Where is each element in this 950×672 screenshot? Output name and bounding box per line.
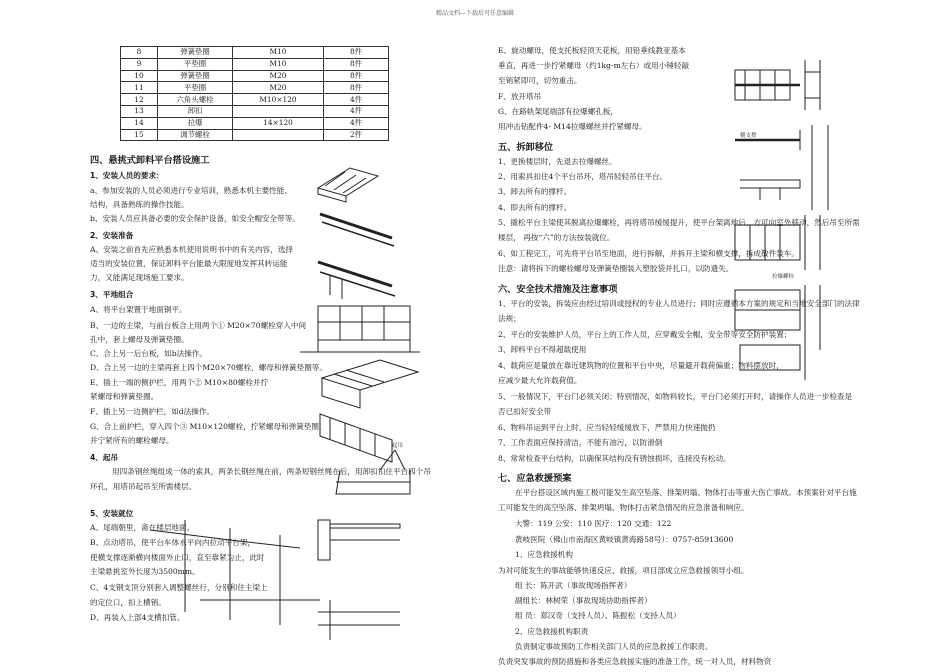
table-cell-name: 弹簧垫圈 [158,47,233,59]
text-line: 紧螺母和弹簧垫圈。 [90,392,159,401]
table-cell-qty: 8件 [324,47,389,59]
text-line: B、点动塔吊，使平台车体水平向内拉动平台架， [90,538,256,547]
emergency-phone-line: 大警：119 公安：110 医疗：120 交通：122 [515,519,672,528]
text-line: B、一边的主梁，与前台板合上用两个① M20×70螺栓穿入中间 [90,321,307,330]
table-cell-no: 15 [121,129,158,141]
text-line: 否已扣好安全带 [498,407,552,416]
table-cell-qty: 2件 [324,129,389,141]
table-cell-no: 13 [121,105,158,117]
table-cell-spec: M10×120 [233,94,324,106]
text-line: 4、载荷应是量放在靠近建筑物的位置和平台中央，尽量避开载荷偏重；物料摆放时， [498,361,784,370]
table-cell-spec: M10 [233,58,324,70]
text-line: 3、卸料平台不得超载使用 [498,345,587,354]
text-line: E、插上一端的侧护栏，用两个② M10×80螺栓并拧 [90,378,269,387]
section-4-title: 四、悬挑式卸料平台搭设施工 [90,155,210,166]
table-cell-no: 10 [121,70,158,82]
member-line: 组 员：郑汉奇（支持人员）、陈振松（支持人员） [515,611,681,620]
text-line: 为对可能发生的事故能够快速反应、救援，项目部成立应急救援领导小组。 [498,566,749,575]
text-line: F、插上另一边侧护栏，如d法操作。 [90,407,215,416]
install-staff-heading: 1、安装人员的要求： [90,171,164,180]
platform-frame-drawing-2 [320,214,394,246]
table-cell-qty: 8件 [324,82,389,94]
text-line: 1、更换楼层时，先退去拉爆螺丝。 [498,157,617,166]
lifting-drawing [336,450,410,494]
right-drawing-top [735,60,820,110]
side-elevation-drawing [300,306,420,352]
text-line: 至销紧即可，切勿重击。 [498,76,582,85]
text-line: 环孔，用塔吊起吊至所需楼层。 [90,482,197,491]
text-line: 2、应急救援机构职责 [515,627,589,636]
text-line: D、合上另一边的主梁再套上四个M20×70螺栓、螺母和弹簧垫圈等。 [90,363,327,372]
tie-bolt-label: 拉爆螺栓 [772,274,795,280]
text-line: 用冲击钻配件4- M14拉爆螺丝并拧紧螺母。 [498,122,647,131]
text-line: 6、如工程完工，可先将平台吊至地面，进行拆解，并拆开主梁和横支撑，拆成散件装车。 [498,249,799,258]
text-line: 在平台搭设区域内施工极可能发生高空坠落、排架坍塌、物体打击等重大伤亡事故。本预案针对平台施 [515,488,857,497]
text-line: 工可能发生的高空坠落、排架坍塌、物体打击紧急情况的应急准备和响应。 [498,503,749,512]
platform-frame-drawing-3 [318,262,395,299]
text-line: 法规； [498,314,521,323]
table-cell-qty: 4件 [324,105,389,117]
table-cell-qty: 4件 [324,117,389,129]
text-line: 7、工作表面应保持清洁，不能有油污，以防滑倒 [498,438,663,447]
positioning-drawing [150,520,400,640]
text-line: 8、常常检查平台结构，以确保其结构没有锈蚀损坏，连接没有松动。 [498,454,731,463]
cage-drawing-2 [320,414,392,462]
text-line: G、合上前护栏，穿入四个③ M10×120螺栓，拧紧螺母和弹簧垫圈， [90,422,327,431]
text-line: 2、平台的安装维护人员，平台上的工作人员，应穿戴安全帽，安全带等安全防护装置； [498,330,792,339]
vice-leader-line: 副组长：林树荣（事故现场协助指挥者） [515,596,652,605]
positioning-heading: 5、安装就位 [90,509,134,518]
table-cell-name: 卸扣 [158,105,233,117]
lifting-heading: 4、起吊 [90,453,119,462]
table-cell-spec: M20 [233,82,324,94]
ground-assembly-heading: 3、平地组合 [90,290,134,299]
text-line: 5、撬松平台主梁使其脱离拉爆螺栓，再将塔吊缓缓提升，使平台架离地后，方可向室外移动，然后吊至所需 [498,218,860,227]
text-line: 适当的安装位置，保证卸料平台能最大限度地发挥其转运能 [90,259,288,268]
text-line: 并宁紧所有的螺栓螺母。 [90,436,174,445]
text-line: G、在路轨架尾端部有拉爆螺孔板， [498,107,618,116]
table-cell-no: 14 [121,117,158,129]
table-cell-qty: 8件 [324,70,389,82]
text-line: C、合上另一后台板，如b法操作。 [90,349,207,358]
text-line: E、旋动螺母，使支托板轻顶天花板，用铅垂线教亚基本 [498,46,686,55]
text-line: 1、平台的安装，拆装应由经过培训或授权的专业人员进行；同时应遵循本方案的规定和当地安全部门的法律 [498,299,860,308]
text-line: 孔中，套上螺母及弹簧垫圈。 [90,335,189,344]
text-line: A、安装之前首先应熟悉本机使用说明书中的有关内容，选择 [90,245,293,254]
text-line: 4、即去所有的撑杆。 [498,203,572,212]
table-cell-name: 弹簧垫圈 [158,70,233,82]
beam-label: 横支撑 [740,133,757,139]
text-line: 1、应急救援机构 [515,550,573,559]
text-line: 使横支撑逐渐横向楼面外止口，直至靠紧为止，此时 [90,553,265,562]
right-drawing-lower [735,215,820,380]
install-prep-heading: 2、安装准备 [90,231,134,240]
section-7-title: 七、应急救援预案 [498,473,572,484]
text-line: A、尾端朝里，斋在楼层地面。 [90,523,195,532]
table-cell-no: 11 [121,82,158,94]
table-cell-name: 调节螺栓 [158,129,233,141]
text-line: 5、一般情况下，平台门必须关闭；特别情况，如物料较长，平台门必须打开时，请操作人员进一步检查是 [498,392,853,401]
text-line: F、放开塔吊 [498,92,542,101]
text-line: 主梁悬挑室外长度为3500mm。 [90,567,200,576]
text-line: 负责制定事故预防工作相关部门人员的应急救援工作职责。 [515,642,713,651]
table-cell-name: 平垫圈 [158,58,233,70]
text-line: 负责突发事故的预防措施和各类应急救援实施的准备工作，统一对人员，材料物资 [498,657,772,666]
hospital-line: 黄岐医院（佛山市南海区黄岐镇黄海路58号）：0757-85913600 [515,535,734,544]
platform-frame-drawing-1 [318,168,378,202]
text-line: 用四条钢丝绳组成一体的索具，两条长钢丝绳在前，两条短钢丝绳在后，用卸扣扣住平台四个吊 [112,467,431,476]
table-cell-no: 12 [121,94,158,106]
cage-drawing-1 [322,360,418,408]
text-line: 楼层， 再按“六”的方法按装就位。 [498,233,615,242]
table-cell-spec: M20 [233,70,324,82]
text-line: b、安装人员应具备必要的安全保护设备，如安全帽安全带等。 [90,214,300,223]
table-cell-spec: M10 [233,47,324,59]
leader-line: 组 长：陈开武（事故现场指挥者） [515,581,632,590]
section-6-title: 六、安全技术措施及注意事项 [498,284,618,295]
text-line: 垂直，再进一步拧紧螺母（约1kg-m左右）或用小锤轻敲 [498,61,690,70]
table-cell-qty: 4件 [324,94,389,106]
table-cell-name: 平垫圈 [158,82,233,94]
text-line: C、4支钢支顶分别套入调整螺丝行，分别和住主梁上 [90,583,268,592]
text-line: 应减少最大允许载荷值。 [498,376,582,385]
text-line: 力，又能满足现场施工要求。 [90,273,189,282]
table-cell-name: 六角头螺栓 [158,94,233,106]
text-line: 2、用索具扣住4个平台吊环，塔吊轻轻吊住平台。 [498,172,668,181]
table-cell-no: 9 [121,58,158,70]
lift-label: 起吊 [392,443,404,449]
table-cell-no: 8 [121,47,158,59]
table-cell-qty: 8件 [324,58,389,70]
text-line: 3、卸去所有的撑杆。 [498,187,572,196]
text-line: 6、物料吊运到平台上时，应当轻轻缓缓放下，严禁用力快速抛扔 [498,423,716,432]
text-line: D、再装入上部4支横扣管。 [90,613,185,622]
text-line: 结构，具备熟练的操作技能。 [90,200,189,209]
text-line: A、将平台架置于地面铜平。 [90,305,187,314]
document-header-note: 精品文档---下载后可任意编辑 [435,10,515,17]
table-cell-name: 拉爆 [158,117,233,129]
text-line: 注意：请将拆下的螺栓螺母及弹簧垫圈装入塑胶袋并扎口，以防遗失。 [498,264,734,273]
section-5-title: 五、拆卸移位 [498,142,554,153]
text-line: 的定位口，扣上横销。 [90,598,166,607]
table-cell-spec: 14×120 [233,117,324,129]
text-line: a、参加安装的人员必须进行专业培训，熟悉本机主要性能、 [90,186,292,195]
